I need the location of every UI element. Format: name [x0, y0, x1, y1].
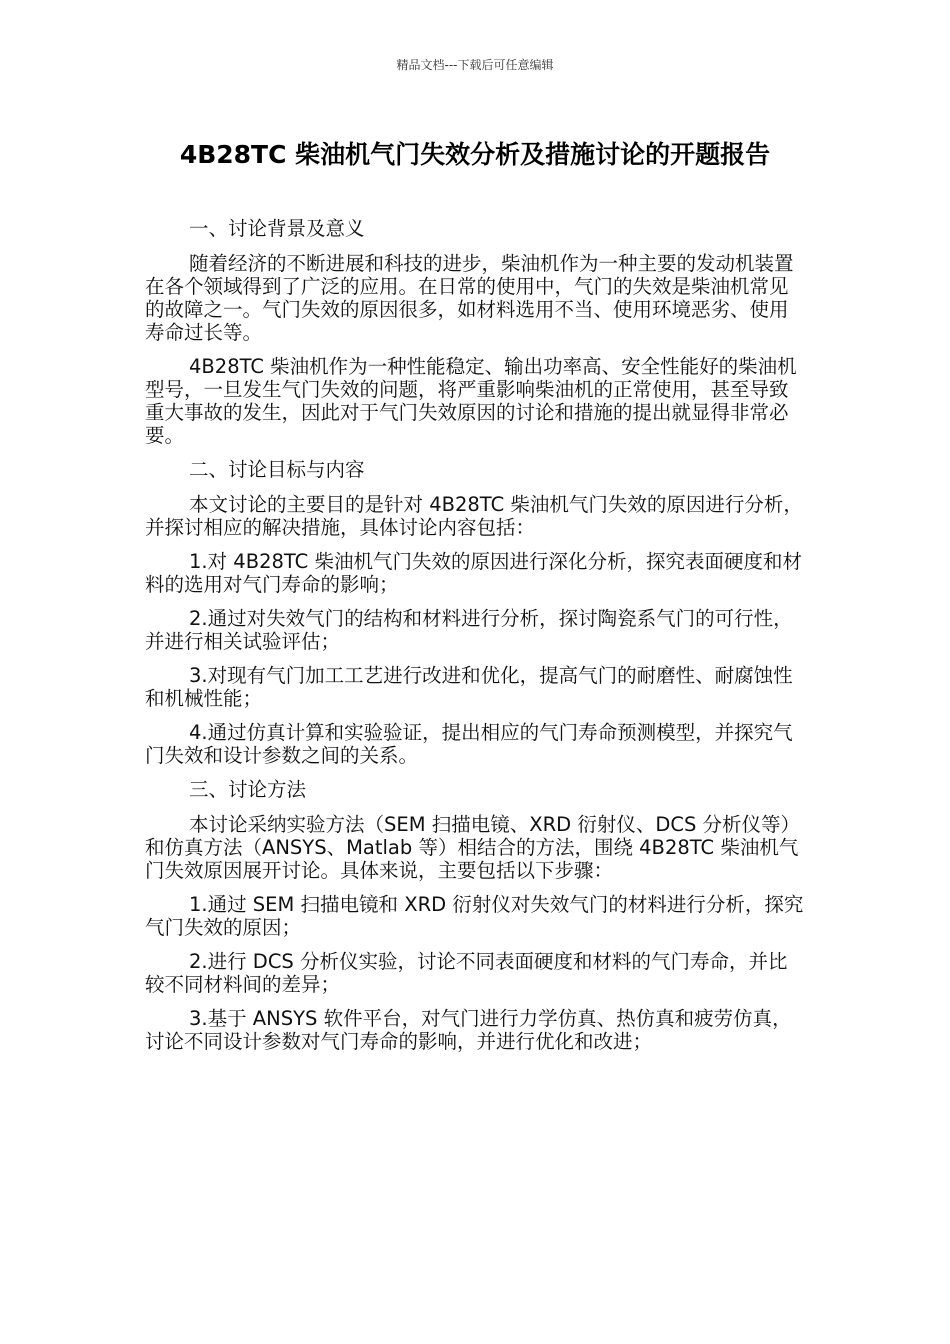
- section-heading-goals: 二、讨论目标与内容: [189, 458, 365, 481]
- list-item-goal-2: 2.通过对失效气门的结构和材料进行分析，探讨陶瓷系气门的可行性，并进行相关试验评估；: [145, 607, 793, 653]
- document-title: 4B28TC 柴油机气门失效分析及措施讨论的开题报告: [179, 140, 771, 169]
- paragraph-methods-intro: 本讨论采纳实验方法（SEM 扫描电镜、XRD 衍射仪、DCS 分析仪等）和仿真方法（ANSYS、Matlab 等）相结合的方法，围绕 4B28TC 柴油机气门失效原因展开讨论。具体来说，主要包括以下步骤：: [145, 813, 801, 882]
- paragraph-background-1: 随着经济的不断进展和科技的进步，柴油机作为一种主要的发动机装置在各个领域得到了广泛的应用。在日常的使用中，气门的失效是柴油机常见的故障之一。气门失效的原因很多，如材料选用不当、使用环境恶劣、使用寿命过长等。: [145, 252, 794, 344]
- page-header-note: 精品文档---下载后可任意编辑: [396, 58, 554, 72]
- list-item-goal-4: 4.通过仿真计算和实验验证，提出相应的气门寿命预测模型，并探究气门失效和设计参数之间的关系。: [145, 721, 793, 767]
- section-heading-methods: 三、讨论方法: [189, 778, 307, 801]
- paragraph-background-2: 4B28TC 柴油机作为一种性能稳定、输出功率高、安全性能好的柴油机型号，一旦发生气门失效的问题，将严重影响柴油机的正常使用，甚至导致重大事故的发生，因此对于气门失效原因的讨论和措施的提出就显得非常必要。: [145, 355, 797, 447]
- section-heading-background: 一、讨论背景及意义: [189, 217, 365, 240]
- list-item-method-1: 1.通过 SEM 扫描电镜和 XRD 衍射仪对失效气门的材料进行分析，探究气门失效的原因；: [145, 893, 804, 939]
- list-item-goal-1: 1.对 4B28TC 柴油机气门失效的原因进行深化分析，探究表面硬度和材料的选用对气门寿命的影响；: [145, 550, 802, 596]
- list-item-goal-3: 3.对现有气门加工工艺进行改进和优化，提高气门的耐磨性、耐腐蚀性和机械性能；: [145, 664, 793, 710]
- paragraph-goals-intro: 本文讨论的主要目的是针对 4B28TC 柴油机气门失效的原因进行分析，并探讨相应的解决措施，具体讨论内容包括：: [145, 493, 803, 539]
- document-body: [145, 217, 805, 1064]
- list-item-method-2: 2.进行 DCS 分析仪实验，讨论不同表面硬度和材料的气门寿命，并比较不同材料间的差异；: [145, 950, 788, 996]
- list-item-method-3: 3.基于 ANSYS 软件平台，对气门进行力学仿真、热仿真和疲劳仿真，讨论不同设计参数对气门寿命的影响，并进行优化和改进；: [145, 1007, 792, 1053]
